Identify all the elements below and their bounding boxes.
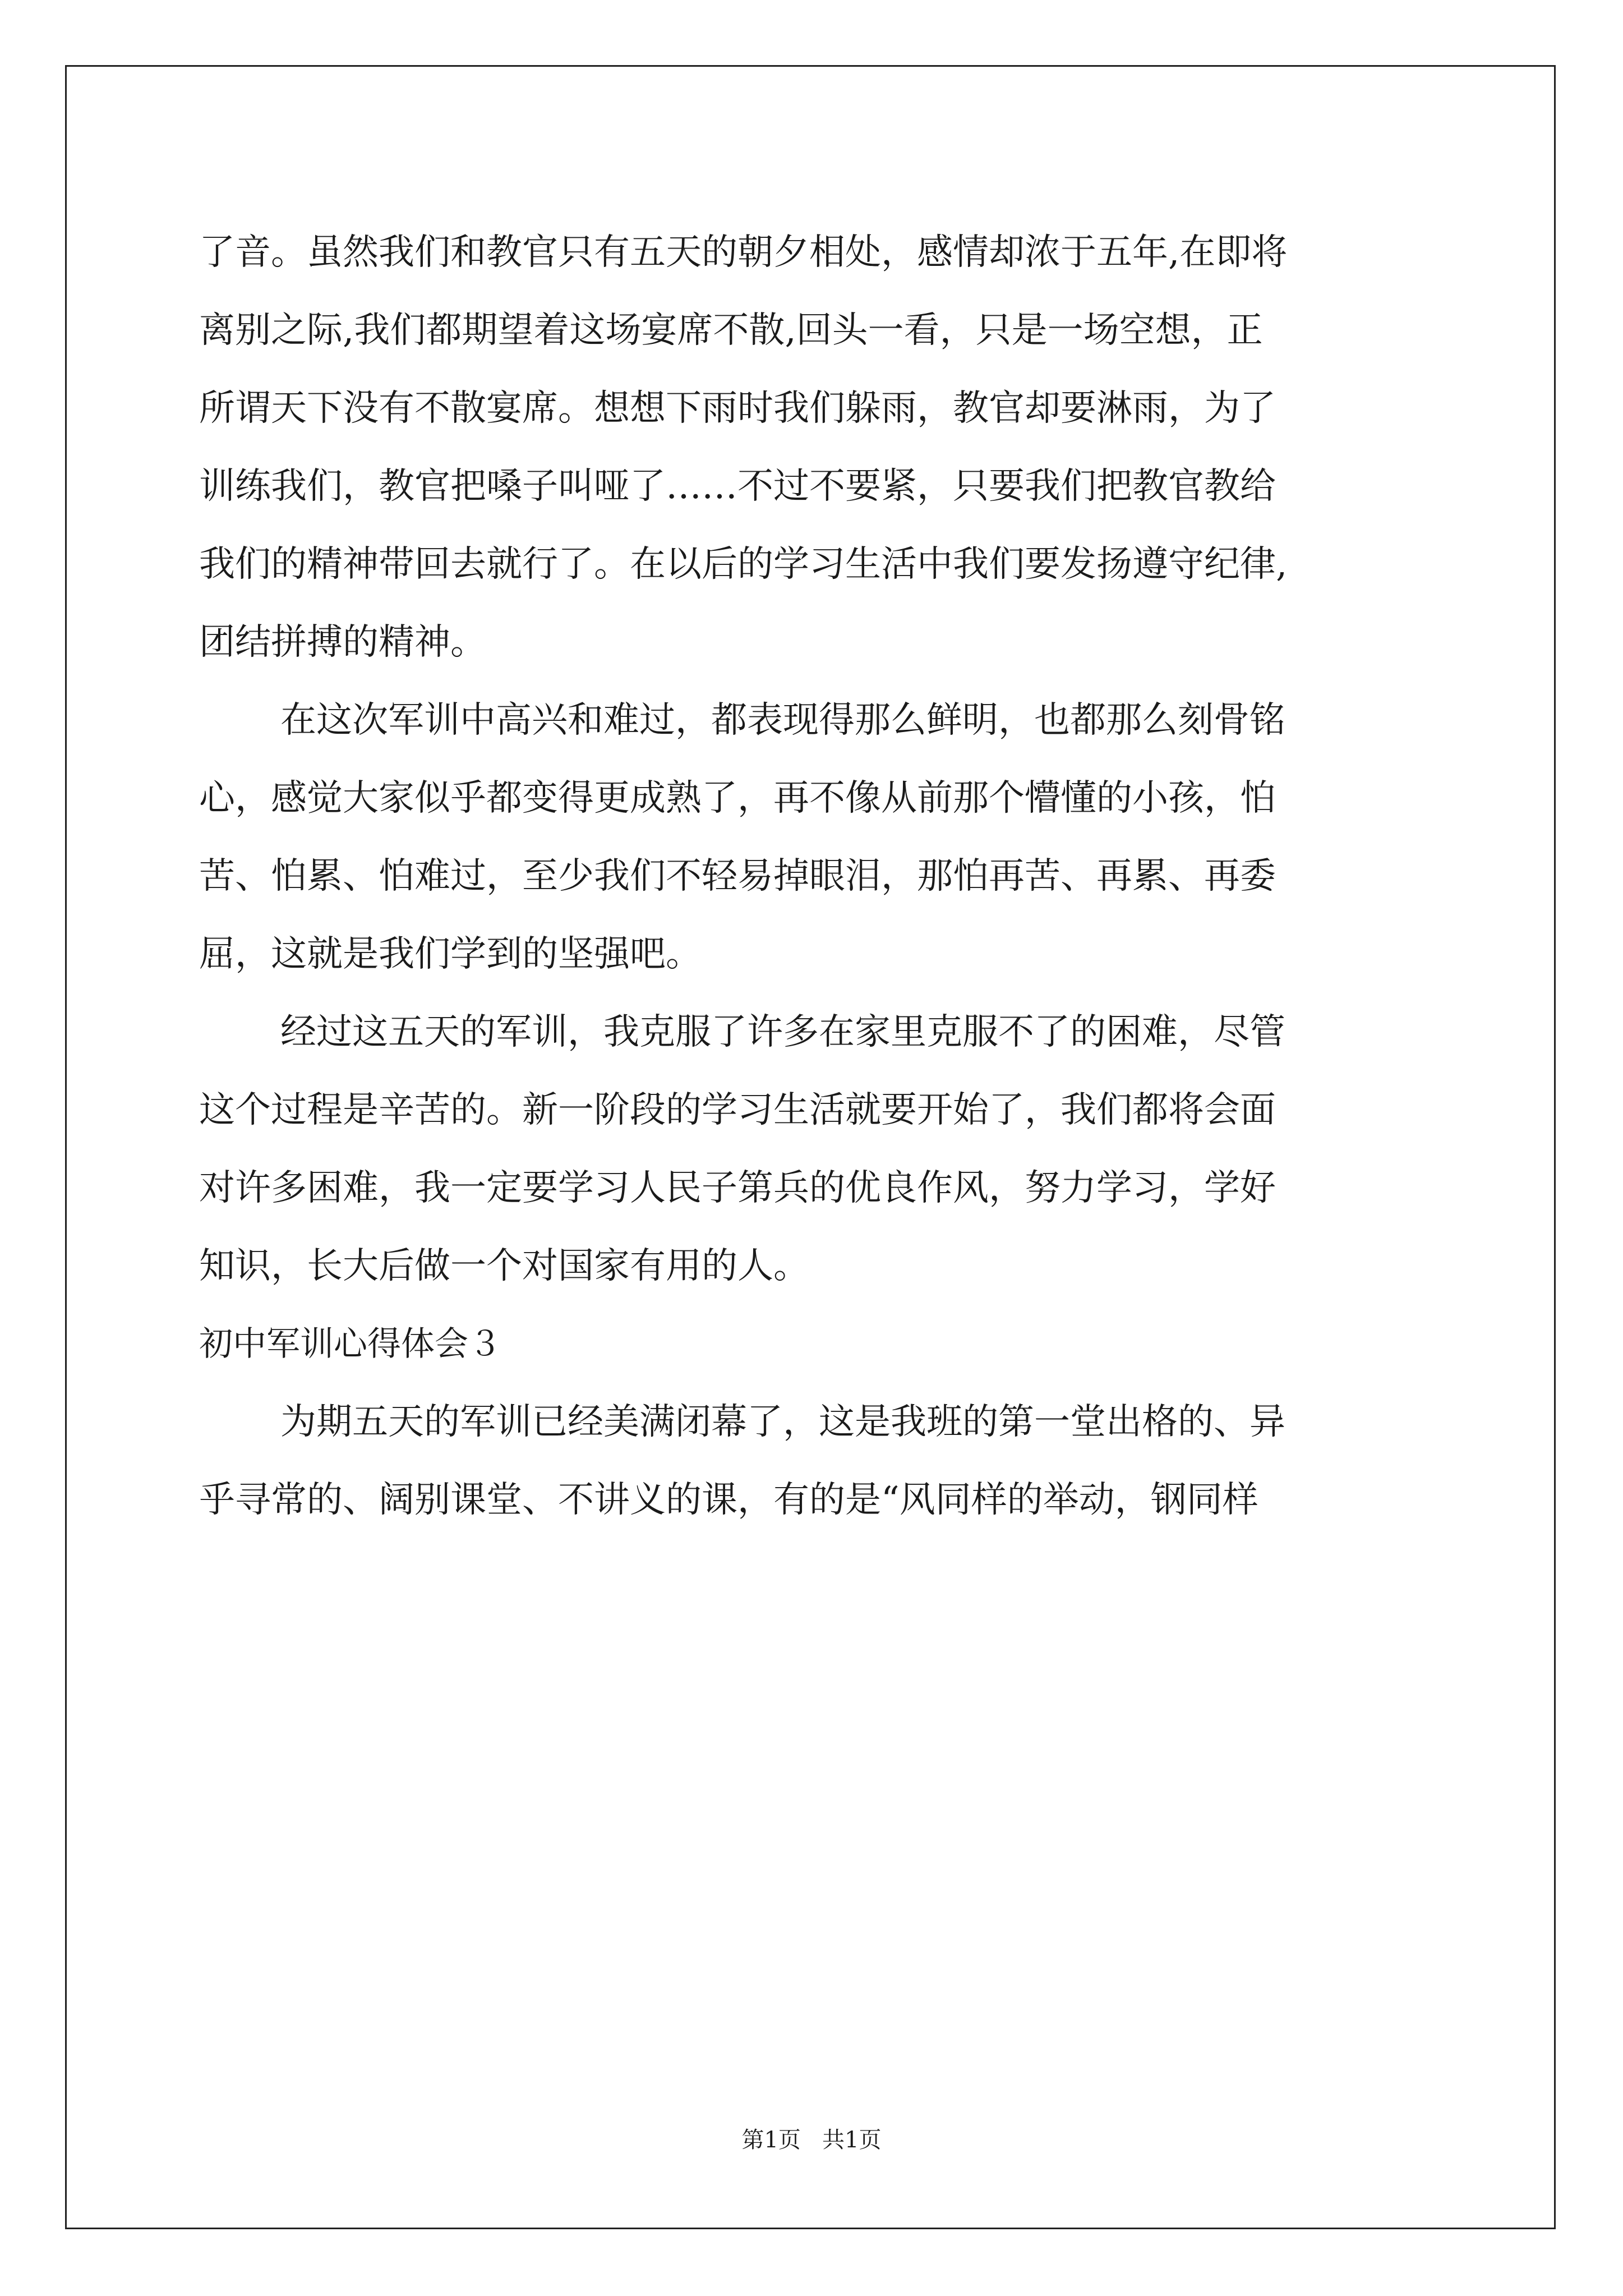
text-line: 心，感觉大家似乎都变得更成熟了，再不像从前那个懵懂的小孩，怕 bbox=[199, 777, 1276, 819]
text-line: 知识，长大后做一个对国家有用的人。 bbox=[199, 1245, 809, 1287]
text-line: 苦、怕累、怕难过，至少我们不轻易掉眼泪，那怕再苦、再累、再委 bbox=[199, 855, 1276, 897]
text-line: 我们的精神带回去就行了。在以后的学习生活中我们要发扬遵守纪律, bbox=[199, 544, 1288, 585]
text-line: 为期五天的军训已经美满闭幕了，这是我班的第一堂出格的、异 bbox=[280, 1401, 1285, 1443]
text-line: 在这次军训中高兴和难过，都表现得那么鲜明，也都那么刻骨铭 bbox=[280, 700, 1285, 741]
page-footer: 第1页 共1页 bbox=[741, 2127, 882, 2153]
text-line: 了音。虽然我们和教官只有五天的朝夕相处，感情却浓于五年,在即将 bbox=[199, 232, 1288, 273]
text-line: 乎寻常的、阔别课堂、不讲义的课，有的是“风同样的举动，钢同样 bbox=[199, 1479, 1258, 1521]
section-heading: 初中军训心得体会３ bbox=[199, 1324, 502, 1364]
text-line: 所谓天下没有不散宴席。想想下雨时我们躲雨，教官却要淋雨，为了 bbox=[199, 388, 1276, 429]
text-line: 这个过程是辛苦的。新一阶段的学习生活就要开始了，我们都将会面 bbox=[199, 1089, 1276, 1131]
text-line: 离别之际,我们都期望着这场宴席不散,回头一看，只是一场空想，正 bbox=[199, 310, 1263, 351]
text-line: 团结拼搏的精神。 bbox=[199, 622, 486, 663]
text-line: 对许多困难，我一定要学习人民子第兵的优良作风，努力学习，学好 bbox=[199, 1167, 1276, 1209]
text-line: 屈，这就是我们学到的坚强吧。 bbox=[199, 933, 702, 975]
text-line: 经过这五天的军训，我克服了许多在家里克服不了的困难，尽管 bbox=[280, 1011, 1285, 1053]
text-line: 训练我们，教官把嗓子叫哑了……不过不要紧，只要我们把教官教给 bbox=[199, 466, 1276, 507]
